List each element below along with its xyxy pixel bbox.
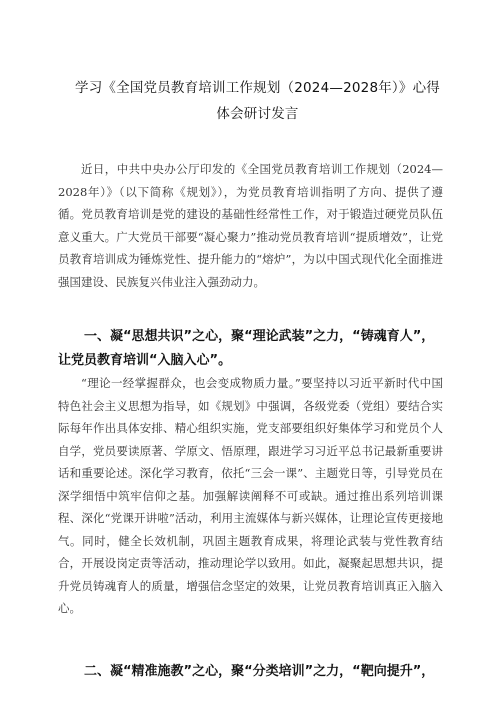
section-1-paragraph: “理论一经掌握群众，也会变成物质力量。”要坚持以习近平新时代中国特色社会主义思想为指导，如《规划》中强调，各级党委（党组）要结合实际每年作出具体安排、精心组织实施，党支部要组织好集体学习和党员个人自学，党员要读原著、学原文、悟原理，跟进学习习近平总书记最新重要讲话和重要论述。深化学习教育，依托“三会一课”、主题党日等，引导党员在深学细悟中筑牢信仰之基。加强解读阐释不可或缺。通过推出系列培训课程、深化“党课开讲啦”活动，利用主流媒体与新兴媒体，让理论宣传更接地气。同时，健全长效机制，巩固主题教育成果，将理论武装与党性教育结合，开展设岗定责等活动，推动理论学以致用。如此，凝聚起思想共识，提升党员铸魂育人的质量，增强信念坚定的效果，让党员教育培训真正入脑入心。	[58, 376, 443, 615]
section-1-heading: 一、凝“思想共识”之心，聚“理论武装”之力，“铸魂育人”，让党员教育培训“入脑入心”。	[58, 329, 435, 368]
intro-paragraph: 近日，中共中央办公厅印发的《全国党员教育培训工作规划（2024—2028年）》（以下简称《规划》），为党员教育培训指明了方向、提供了遵循。党员教育培训是党的建设的基础性经常性工作，对于锻造过硬党员队伍意义重大。广大党员干部要“凝心聚力”推动党员教育培训“提质增效”，让党员教育培训成为锤炼党性、提升能力的“熔炉”，为以中国式现代化全面推进强国建设、民族复兴伟业注入强劲动力。	[58, 162, 443, 289]
section-2-heading: 二、凝“精准施教”之心，聚“分类培训”之力，“靶向提升”，	[84, 664, 435, 679]
document-title: 学习《全国党员教育培训工作规划（2024—2028年）》心得体会研讨发言	[75, 80, 440, 122]
